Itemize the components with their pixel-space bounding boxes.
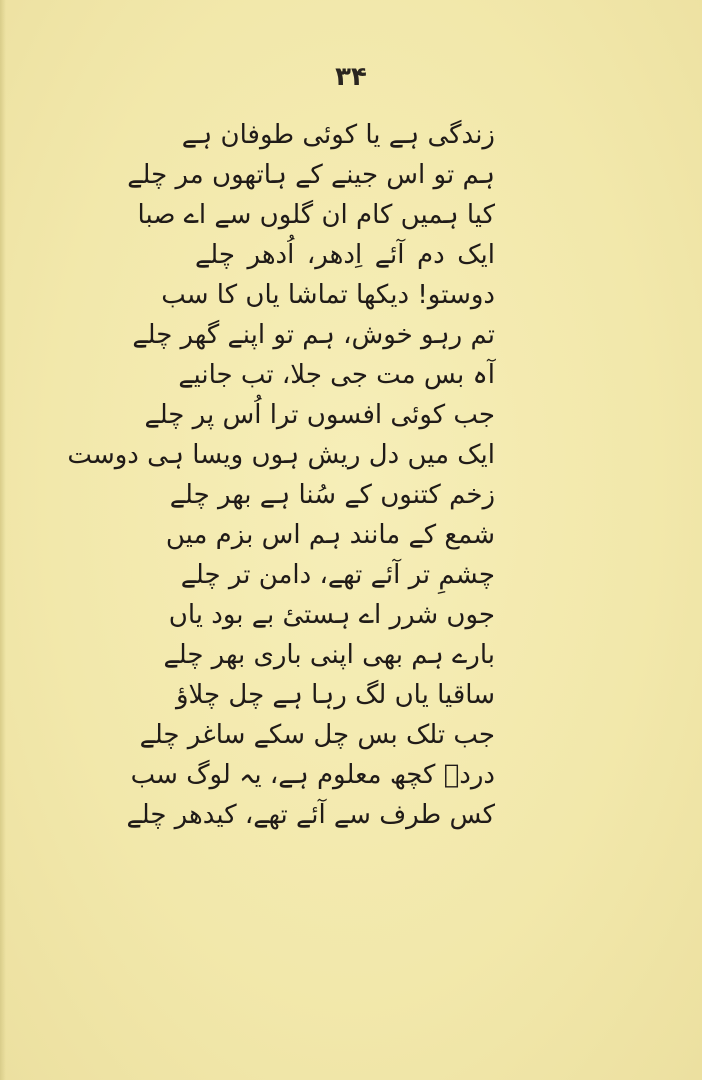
page-binding-edge	[0, 0, 6, 1080]
verse-line: شمع کے مانند ہم اس بزم میں	[165, 520, 495, 550]
verse-line: ہم تو اس جینے کے ہاتھوں مر چلے	[127, 160, 495, 190]
ghazal-text	[67, 115, 495, 835]
verse-line: جوں شرر اے ہستیٔ بے بود یاں	[168, 600, 495, 630]
verse-line: زندگی ہے یا کوئی طوفان ہے	[181, 120, 495, 150]
verse-line: دردؔ کچھ معلوم ہے، یہ لوگ سب	[130, 760, 495, 790]
verse-line: زخم کتنوں کے سُنا ہے بھر چلے	[169, 480, 495, 510]
verse-line: جب تلک بس چل سکے ساغر چلے	[139, 720, 495, 750]
verse-line: ساقیا یاں لگ رہا ہے چل چلاؤ	[175, 680, 495, 710]
verse-line: کیا ہمیں کام ان گلوں سے اے صبا	[137, 200, 495, 230]
verse-line: جب کوئی افسوں ترا اُس پر چلے	[144, 400, 495, 430]
verse-line: ایک میں دل ریش ہوں ویسا ہی دوست	[67, 440, 495, 470]
verse-line: ایک دم آئے اِدھر، اُدھر چلے	[195, 240, 495, 270]
verse-line: دوستو! دیکھا تماشا یاں کا سب	[161, 280, 495, 310]
verse-line: چشمِ تر آئے تھے، دامن تر چلے	[180, 560, 495, 590]
page-number: ۳۴	[335, 62, 367, 92]
verse-line: کس طرف سے آئے تھے، کیدھر چلے	[126, 800, 495, 830]
verse-line: تم رہو خوش، ہم تو اپنے گھر چلے	[132, 320, 495, 350]
verse-line: بارے ہم بھی اپنی باری بھر چلے	[163, 640, 495, 670]
verse-line: آہ بس مت جی جلا، تب جانیے	[178, 360, 495, 390]
